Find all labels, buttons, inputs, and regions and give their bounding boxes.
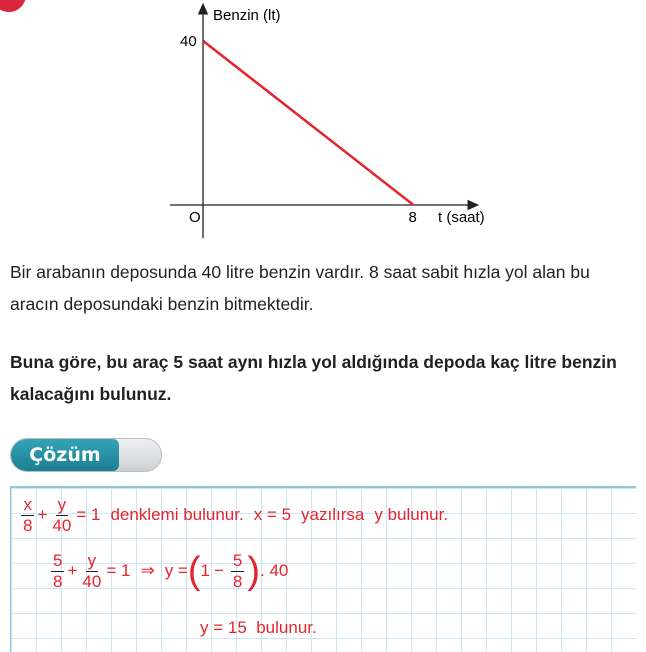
equals-one: = 1 (76, 505, 101, 524)
result-text: y = 15 bulunur. (200, 618, 317, 637)
fraction-5-over-8-inner (231, 551, 244, 592)
x-tick-label-8: 8 (408, 209, 417, 226)
numerator: y (57, 494, 67, 514)
right-paren: ) (247, 550, 261, 592)
problem-statement: Bir arabanın deposunda 40 litre benzin vardır. 8 saat sabit hızla yol alan bu aracın deposundaki benzin bitmektedir. (10, 262, 590, 314)
text-y-bulunur: y bulunur. (374, 505, 449, 524)
substitution: x = 5 (253, 505, 292, 524)
y-tick-label-40: 40 (180, 32, 197, 50)
left-paren: ( (187, 550, 201, 592)
solution-tab (10, 438, 162, 472)
fraction-y-over-40 (80, 551, 103, 592)
text-yazilirsa: yazılırsa (301, 505, 365, 524)
implies-arrow-icon: ⇒ (140, 561, 155, 580)
denominator: 8 (232, 571, 243, 591)
solution-label: Çözüm (11, 439, 119, 471)
fraction-5-over-8 (51, 551, 64, 592)
numerator: y (87, 550, 97, 570)
denominator: 40 (52, 515, 72, 535)
origin-label: O (189, 209, 201, 226)
fraction-x-over-8 (21, 495, 34, 536)
minus-sign: − (213, 561, 224, 580)
numerator: 5 (232, 550, 243, 570)
y-axis-label: Benzin (lt) (213, 7, 281, 24)
one: 1 (200, 561, 210, 580)
times-forty: . 40 (260, 561, 289, 580)
text-denklemi: denklemi bulunur. (110, 505, 244, 524)
series-line (203, 41, 413, 205)
solution-line-1 (18, 490, 448, 540)
line-chart (0, 0, 646, 250)
equals-one: = 1 (106, 561, 131, 580)
x-axis-label: t (saat) (438, 209, 485, 226)
denominator: 8 (53, 571, 63, 591)
fraction-y-over-40 (50, 495, 73, 536)
plus-sign: + (67, 561, 78, 580)
solution-line-3 (200, 616, 317, 640)
problem-question: Buna göre, bu araç 5 saat aynı hızla yol aldığında depoda kaç litre benzin kalacağını bulunuz. (10, 352, 617, 404)
numerator: x (23, 494, 32, 514)
plus-sign: + (37, 505, 48, 524)
y-equals: y = (164, 561, 188, 580)
solution-line-2 (48, 546, 288, 596)
numerator: 5 (53, 550, 63, 570)
denominator: 8 (23, 515, 33, 535)
denominator: 40 (82, 571, 102, 591)
